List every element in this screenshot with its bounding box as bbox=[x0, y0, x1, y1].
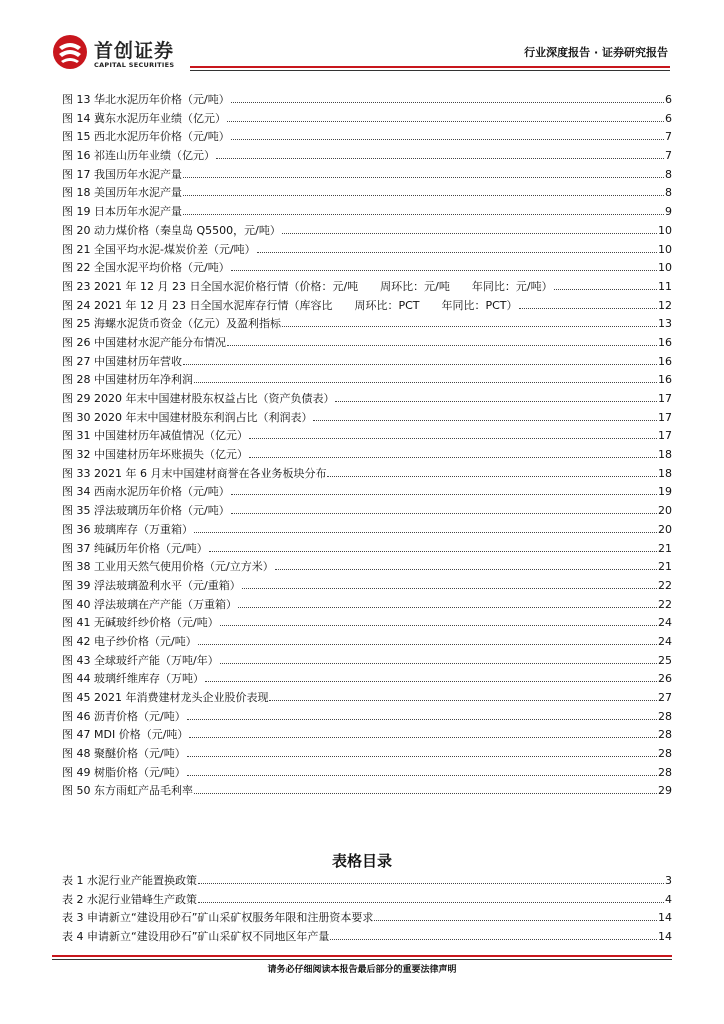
figure-index-list bbox=[62, 91, 672, 801]
figure-entry-label: 图 19 日本历年水泥产量 bbox=[62, 205, 182, 219]
figure-entry[interactable] bbox=[62, 502, 672, 521]
logo-english-name: CAPITAL SECURITIES bbox=[94, 61, 175, 69]
figure-entry[interactable] bbox=[62, 521, 672, 540]
figure-entry[interactable] bbox=[62, 128, 672, 147]
dot-leader bbox=[189, 728, 657, 738]
figure-entry-page-number: 11 bbox=[658, 279, 672, 293]
figure-entry-page-number: 26 bbox=[658, 672, 672, 686]
figure-entry[interactable] bbox=[62, 782, 672, 801]
dot-leader bbox=[282, 317, 657, 327]
figure-entry[interactable] bbox=[62, 203, 672, 222]
figure-entry-page-number: 28 bbox=[658, 709, 672, 723]
logo-chinese-name: 首创证券 bbox=[94, 40, 175, 62]
figure-entry[interactable] bbox=[62, 614, 672, 633]
figure-entry-label: 图 13 华北水泥历年价格（元/吨） bbox=[62, 93, 230, 106]
table-entry-page-number: 14 bbox=[658, 930, 672, 944]
dot-leader bbox=[187, 766, 657, 776]
figure-entry-label: 图 39 浮法玻璃盈利水平（元/重箱） bbox=[62, 578, 241, 592]
company-logo bbox=[52, 34, 202, 74]
dot-leader bbox=[257, 243, 657, 253]
dot-leader bbox=[198, 635, 657, 645]
figure-entry-label: 图 26 中国建材水泥产能分布情况 bbox=[62, 335, 226, 349]
figure-entry[interactable] bbox=[62, 726, 672, 745]
table-entry-page-number: 14 bbox=[658, 911, 672, 925]
figure-entry-page-number: 6 bbox=[665, 111, 672, 125]
figure-entry[interactable] bbox=[62, 483, 672, 502]
figure-entry-label: 图 42 电子纱价格（元/吨） bbox=[62, 634, 197, 648]
figure-entry[interactable] bbox=[62, 315, 672, 334]
figure-entry[interactable] bbox=[62, 241, 672, 260]
report-type-label: 行业深度报告 · 证券研究报告 bbox=[524, 46, 668, 59]
table-entry-label: 表 4 申请新立“建设用砂石”矿山采矿权不同地区年产量 bbox=[62, 930, 330, 944]
figure-entry[interactable] bbox=[62, 259, 672, 278]
figure-entry[interactable] bbox=[62, 147, 672, 166]
figure-entry-page-number: 27 bbox=[658, 691, 672, 704]
figure-entry-page-number: 18 bbox=[658, 448, 672, 462]
dot-leader bbox=[194, 373, 657, 383]
figure-entry-page-number: 17 bbox=[658, 410, 672, 424]
figure-entry-label: 图 27 中国建材历年营收 bbox=[62, 354, 182, 368]
table-entry-label: 表 2 水泥行业错峰生产政策 bbox=[62, 892, 197, 906]
figure-entry-label: 图 17 我国历年水泥产量 bbox=[62, 167, 182, 181]
figure-entry[interactable] bbox=[62, 110, 672, 129]
header-rule-dark bbox=[190, 70, 670, 71]
figure-entry-page-number: 21 bbox=[658, 541, 672, 555]
figure-entry-page-number: 20 bbox=[658, 522, 672, 536]
figure-entry-page-number: 20 bbox=[658, 504, 672, 518]
dot-leader bbox=[187, 710, 657, 720]
dot-leader bbox=[231, 130, 664, 140]
dot-leader bbox=[242, 579, 657, 589]
dot-leader bbox=[313, 411, 657, 421]
figure-entry-label: 图 48 聚醚价格（元/吨） bbox=[62, 747, 186, 761]
page-header bbox=[0, 0, 724, 90]
dot-leader bbox=[519, 299, 657, 309]
figure-entry-label: 图 33 2021 年 6 月末中国建材商誉在各业务板块分布 bbox=[62, 466, 327, 480]
figure-entry-label: 图 15 西北水泥历年价格（元/吨） bbox=[62, 130, 230, 144]
figure-entry-page-number: 10 bbox=[658, 242, 672, 256]
dot-leader bbox=[269, 691, 657, 701]
figure-entry-label: 图 41 无碱玻纤纱价格（元/吨） bbox=[62, 616, 219, 630]
figure-entry-label: 图 22 全国水泥平均价格（元/吨） bbox=[62, 261, 230, 275]
dot-leader bbox=[330, 930, 657, 940]
figure-entry-label: 图 21 全国平均水泥-煤炭价差（元/吨） bbox=[62, 242, 256, 256]
figure-entry-label: 图 38 工业用天然气使用价格（元/立方米） bbox=[62, 560, 274, 574]
dot-leader bbox=[220, 616, 657, 626]
dot-leader bbox=[227, 112, 664, 122]
figure-entry[interactable] bbox=[62, 540, 672, 559]
figure-entry-page-number: 28 bbox=[658, 765, 672, 779]
dot-leader bbox=[231, 504, 657, 514]
figure-entry[interactable] bbox=[62, 558, 672, 577]
figure-entry[interactable] bbox=[62, 446, 672, 465]
dot-leader bbox=[227, 336, 657, 346]
figure-entry-label: 图 23 2021 年 12 月 23 日全国水泥价格行情（价格：元/吨 周环比：元/吨 年同比：元/吨） bbox=[62, 279, 553, 293]
dot-leader bbox=[220, 654, 657, 664]
figure-entry[interactable] bbox=[62, 334, 672, 353]
table-entry-label: 表 3 申请新立“建设用砂石”矿山采矿权服务年限和注册资本要求 bbox=[62, 911, 374, 925]
figure-entry[interactable] bbox=[62, 353, 672, 372]
figure-entry-page-number: 7 bbox=[665, 130, 672, 144]
dot-leader bbox=[231, 485, 657, 495]
figure-entry-page-number: 12 bbox=[658, 298, 672, 312]
figure-entry[interactable] bbox=[62, 465, 672, 484]
figure-entry-page-number: 8 bbox=[665, 186, 672, 200]
dot-leader bbox=[554, 280, 657, 290]
dot-leader bbox=[335, 392, 657, 402]
figure-entry-label: 图 44 玻璃纤维库存（万吨） bbox=[62, 672, 204, 686]
dot-leader bbox=[194, 784, 657, 794]
figure-entry-label: 图 32 中国建材历年坏账损失（亿元） bbox=[62, 448, 248, 462]
footer-rule-dark bbox=[52, 959, 672, 960]
figure-entry[interactable] bbox=[62, 427, 672, 446]
figure-entry[interactable] bbox=[62, 297, 672, 316]
dot-leader bbox=[183, 355, 657, 365]
figure-entry[interactable] bbox=[62, 278, 672, 297]
table-entry[interactable] bbox=[62, 891, 672, 910]
figure-entry[interactable] bbox=[62, 409, 672, 428]
dot-leader bbox=[275, 560, 657, 570]
figure-entry-page-number: 7 bbox=[665, 149, 672, 163]
figure-entry-label: 图 18 美国历年水泥产量 bbox=[62, 186, 182, 200]
header-rule-red bbox=[190, 66, 670, 68]
dot-leader bbox=[282, 224, 657, 234]
figure-entry-label: 图 29 2020 年末中国建材股东权益占比（资产负债表） bbox=[62, 392, 335, 405]
figure-entry-label: 图 36 玻璃库存（万重箱） bbox=[62, 522, 193, 536]
table-entry-page-number: 4 bbox=[665, 892, 672, 906]
table-entry-label: 表 1 水泥行业产能置换政策 bbox=[62, 874, 197, 887]
figure-entry-label: 图 50 东方雨虹产品毛利率 bbox=[62, 784, 193, 798]
table-entry[interactable] bbox=[62, 928, 672, 947]
figure-entry[interactable] bbox=[62, 91, 672, 110]
figure-entry-page-number: 13 bbox=[658, 317, 672, 331]
footer-rule-red bbox=[52, 955, 672, 957]
figure-entry-page-number: 22 bbox=[658, 597, 672, 611]
figure-entry-page-number: 17 bbox=[658, 392, 672, 405]
figure-entry-label: 图 24 2021 年 12 月 23 日全国水泥库存行情（库容比 周环比：PCT 年同比：PCT） bbox=[62, 298, 518, 312]
dot-leader bbox=[374, 911, 657, 921]
dot-leader bbox=[231, 261, 657, 271]
figure-entry-label: 图 45 2021 年消费建材龙头企业股价表现 bbox=[62, 691, 269, 704]
figure-entry-page-number: 18 bbox=[658, 466, 672, 480]
figure-entry-label: 图 30 2020 年末中国建材股东利润占比（利润表） bbox=[62, 410, 313, 424]
dot-leader bbox=[187, 747, 657, 757]
figure-entry[interactable] bbox=[62, 745, 672, 764]
figure-entry[interactable] bbox=[62, 689, 672, 708]
dot-leader bbox=[216, 149, 664, 159]
figure-entry-label: 图 46 沥青价格（元/吨） bbox=[62, 709, 186, 723]
dot-leader bbox=[194, 523, 657, 533]
dot-leader bbox=[231, 93, 664, 103]
figure-entry-label: 图 31 中国建材历年减值情况（亿元） bbox=[62, 429, 248, 443]
dot-leader bbox=[249, 429, 657, 439]
figure-entry[interactable] bbox=[62, 577, 672, 596]
figure-entry-label: 图 40 浮法玻璃在产产能（万重箱） bbox=[62, 597, 237, 611]
dot-leader bbox=[209, 542, 657, 552]
table-entry[interactable] bbox=[62, 909, 672, 928]
figure-entry-label: 图 35 浮法玻璃历年价格（元/吨） bbox=[62, 504, 230, 518]
figure-entry-label: 图 28 中国建材历年净利润 bbox=[62, 373, 193, 387]
dot-leader bbox=[327, 467, 657, 477]
dot-leader bbox=[183, 168, 664, 178]
figure-entry[interactable] bbox=[62, 708, 672, 727]
figure-entry[interactable] bbox=[62, 390, 672, 409]
tables-index-title: 表格目录 bbox=[331, 852, 392, 870]
figure-entry[interactable] bbox=[62, 670, 672, 689]
logo-mark-icon bbox=[52, 34, 88, 70]
figure-entry[interactable] bbox=[62, 764, 672, 783]
figure-entry-page-number: 24 bbox=[658, 616, 672, 630]
figure-entry[interactable] bbox=[62, 166, 672, 185]
figure-entry-label: 图 16 祁连山历年业绩（亿元） bbox=[62, 149, 215, 163]
figure-entry[interactable] bbox=[62, 596, 672, 615]
figure-entry-page-number: 28 bbox=[658, 747, 672, 761]
figure-entry-page-number: 25 bbox=[658, 653, 672, 667]
figure-entry-label: 图 43 全球玻纤产能（万吨/年） bbox=[62, 653, 219, 667]
figure-entry[interactable] bbox=[62, 633, 672, 652]
dot-leader bbox=[238, 598, 657, 608]
figure-entry-label: 图 20 动力煤价格（秦皇岛 Q5500，元/吨） bbox=[62, 223, 281, 237]
dot-leader bbox=[198, 874, 664, 884]
figure-entry-page-number: 9 bbox=[665, 205, 672, 219]
table-index-list bbox=[62, 872, 672, 947]
figure-entry-page-number: 6 bbox=[665, 93, 672, 106]
figure-entry-page-number: 10 bbox=[658, 261, 672, 275]
figure-entry[interactable] bbox=[62, 222, 672, 241]
table-entry[interactable] bbox=[62, 872, 672, 891]
figure-entry-page-number: 24 bbox=[658, 634, 672, 648]
figure-entry-page-number: 17 bbox=[658, 429, 672, 443]
dot-leader bbox=[183, 205, 664, 215]
dot-leader bbox=[249, 448, 657, 458]
dot-leader bbox=[183, 186, 664, 196]
figure-entry-label: 图 49 树脂价格（元/吨） bbox=[62, 765, 186, 779]
figure-entry-page-number: 22 bbox=[658, 578, 672, 592]
figure-entry-page-number: 10 bbox=[658, 223, 672, 237]
figure-entry[interactable] bbox=[62, 652, 672, 671]
figure-entry[interactable] bbox=[62, 184, 672, 203]
table-entry-page-number: 3 bbox=[665, 874, 672, 887]
figure-entry-label: 图 34 西南水泥历年价格（元/吨） bbox=[62, 485, 230, 499]
figure-entry-page-number: 8 bbox=[665, 167, 672, 181]
figure-entry[interactable] bbox=[62, 371, 672, 390]
figure-entry-label: 图 25 海螺水泥货币资金（亿元）及盈利指标 bbox=[62, 317, 281, 331]
figure-entry-page-number: 29 bbox=[658, 784, 672, 798]
figure-entry-label: 图 14 冀东水泥历年业绩（亿元） bbox=[62, 111, 226, 125]
dot-leader bbox=[205, 672, 657, 682]
figure-entry-page-number: 16 bbox=[658, 335, 672, 349]
figure-entry-page-number: 16 bbox=[658, 354, 672, 368]
figure-entry-label: 图 47 MDI 价格（元/吨） bbox=[62, 728, 189, 742]
figure-entry-page-number: 28 bbox=[658, 728, 672, 742]
legal-disclaimer: 请务必仔细阅读本报告最后部分的重要法律声明 bbox=[267, 965, 457, 975]
dot-leader bbox=[198, 893, 664, 903]
figure-entry-label: 图 37 纯碱历年价格（元/吨） bbox=[62, 541, 208, 555]
figure-entry-page-number: 19 bbox=[658, 485, 672, 499]
figure-entry-page-number: 21 bbox=[658, 560, 672, 574]
figure-entry-page-number: 16 bbox=[658, 373, 672, 387]
